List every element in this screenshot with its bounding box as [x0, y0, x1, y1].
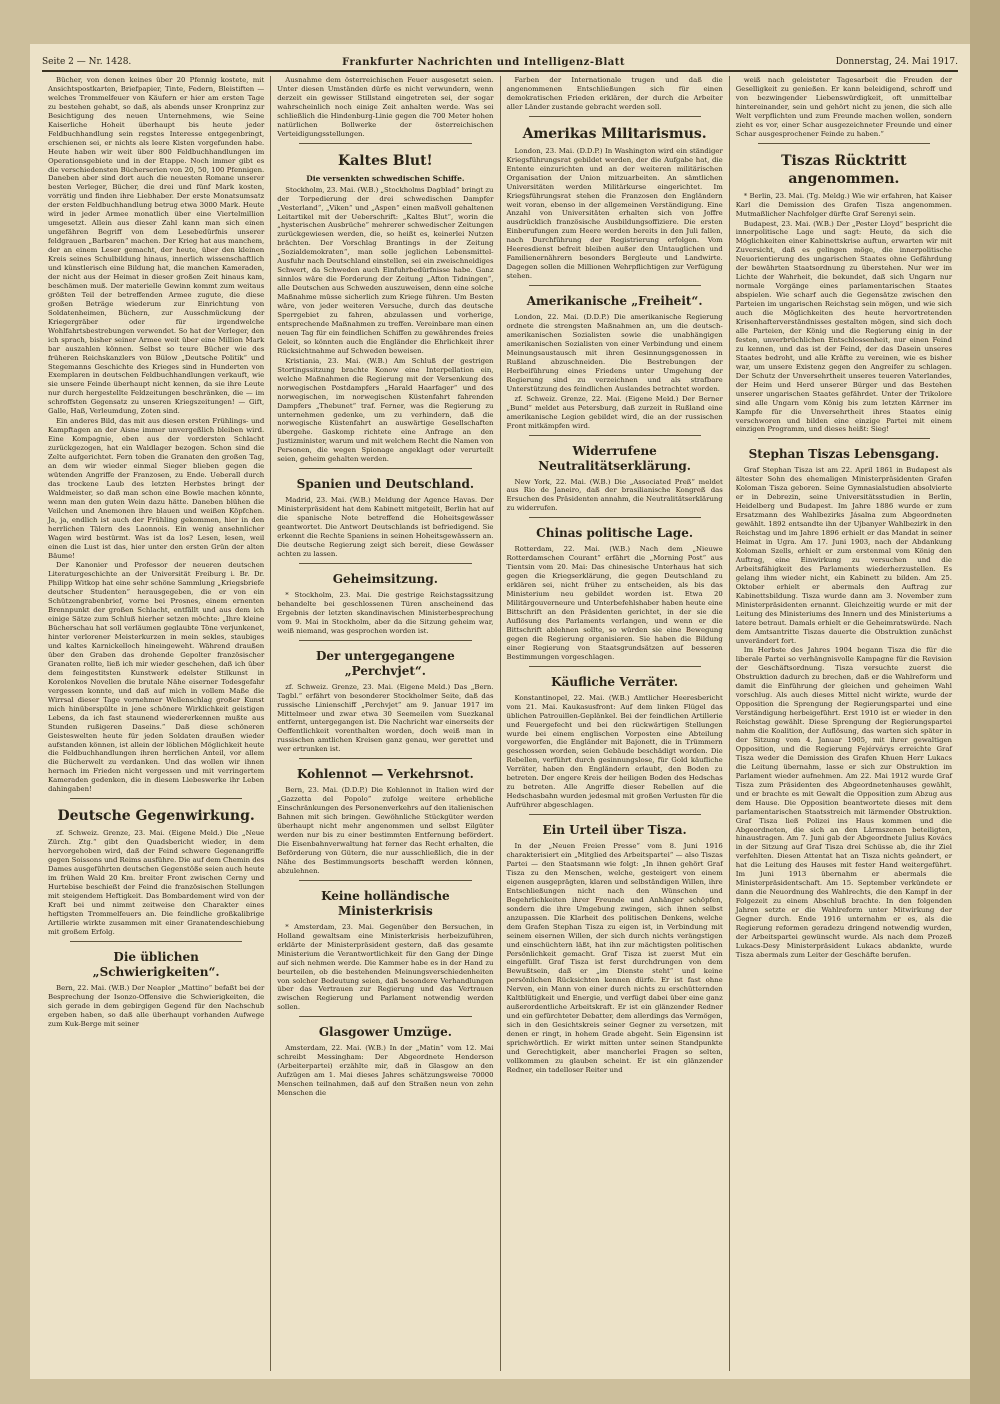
article-paragraph: Rotterdam, 22. Mai. (W.B.) Nach dem „Nieuwe Rotterdamschen Courant“ erfährt die „Morning Post“ aus Tientsin vom 20. Mai: Das chinesische Unterhaus hat sich gegen die Kriegserklärung, die gegen Deutschland zu erklären sei, nicht früher zu entscheiden, als bis das Ministerium neu gebildet worden ist. Etwa 20 Militärgouverneure und Unterbefehlshaber haben heute eine Bittschrift an den Präsidenten gerichtet, in der sie die Auflösung des Parlaments verlangen, und wenn er die Bittschrift ablehnen sollte, so würden sie eine Bewegung gegen die Regierung organisieren. Sie haben die Bildung einer Regierung von Staatsgrundsätzen auf besseren Bestimmungen vorgeschlagen.: [506, 545, 723, 661]
article-paragraph: Bern, 22. Mai. (W.B.) Der Neapler „Mattino“ befaßt bei der Besprechung der Isonzo-Offensive die Schwierigkeiten, die sich gerade in dem gebirgigen Gegend für den Nachschub ergeben haben, so daß alle überhaupt vorhanden Aufwege zum Kuk-Berge mit seiner: [48, 983, 265, 1028]
headline-kohlennot: Kohlennot — Verkehrsnot.: [296, 767, 474, 782]
article-paragraph: Der Kanonier und Professor der neueren deutschen Literaturgeschichte an der Universität Freiburg i. Br. Dr. Philipp Witkop hat eine sehr schöne Sammlung „Kriegsbriefe deutscher Studenten“ herausgegeben, die er von ein Schützengrabenbrief, vorne bei Prosnes, einem ernenten Brennpunkt der großen Schlacht, entfällt und aus dem ich einige Sätze zum Schluß hierher setzen möchte: „Ihre kleine Bücherschau hat soll verläumen geglaubte Töne verjunkenet, hinter verlorener Meisterkurzen in mein sekles, staubiges und kaltes Karnickelloch hineingeweht. Während draußen über den Graben das drohende Gepolter französischer Granaten rollte, ließ ich mir wieder geschehen, daß ich über dem feingestitsten Kunstwerk edelster Stilkunst in Korolenkos Novellen die brutale Nähe eiserner Todesgefahr vergessen konnte, und daß auf mich in vollem Maße die Wirrsal dieser Tage vornehmer Wellenschlag großer Kunst mich hinüberspülte in jene schönere Wirklichkeit geistigen Lebens, da ich fast staunend wiedererkennen mußte aus Stunden rußigeren Daseins.“ Daß diese schöneren Geisteswelten heute für jeden Soldaten draußen wieder aufstanden können, ist allein der löblichen Möglichkeit heute die Feldbuchhandlungen ihren herrlichen Anteil, vor allem die Bücherwelt zu verdanken. Und das wollen wir ihnen hernach im Frieden nicht vergessen und mit verringertem Kameraden gedenken, die in diesem Liebeswerke ihr Leben dahingaben!: [48, 561, 265, 794]
article-paragraph: zf. Schweiz. Grenze, 23. Mai. (Eigene Meld.) Die „Neue Zürch. Ztg.“ gibt den Quadsbericht wieder, in dem hervorgehoben wird, daß der Feind schwere Gegenangriffe gegen Soissons und Reims ausführe. Die auf dem Chemin des Dames ausgeführten deutschen Gegenstöße seien auch heute im frühen Wald 20 Km. breiter Front zwischen Cerny und Hurtebise beschießt der Feind die französischen Stellungen mit steigendem Heftigkeit. Das Bombardement wird von der Kraft bei und nimmt zeitweise den Charakter eines heftigsten Trommelfeuers an. Die feindliche großkalibrige Artillerie wirkte zusammen mit einer Granatendeschiebung mit großem Erfolg.: [48, 829, 265, 936]
divider: [529, 285, 701, 286]
divider: [299, 758, 471, 759]
article-paragraph: Madrid, 23. Mai. (W.B.) Meldung der Agence Havas. Der Ministerpräsident hat dem Kabinett mitgeteilt, Berlin hat auf die spanische Note betreffend die Hoheitsgewässer geantwortet. Die Antwort Deutschlands ist befriedigend. Sie erkennt die Rechte Spaniens in seinen Hoheitsgewässern an. Die deutsche Regierung zeigt sich bereit, diese Gewässer achten zu lassen.: [277, 496, 494, 558]
article-paragraph: weiß nach geleisteter Tagesarbeit die Freuden der Geselligkeit zu genießen. Er kann beleidigend, schroff und von bezwingender Liebenswürdigkeit, oft unmittelbar hintereinander, sein und gehört nicht zu jenen, die sich alle Welt verpflichten und zum Freunde machen wollen, sondern zieht es vor, einer Schar ausgezeichneter Freunde und einer Schar ausgesprochener Feinde zu haben.“: [735, 76, 952, 138]
headline-neutralitaetserklaerung: Widerrufene Neutralitätserklärung.: [538, 443, 691, 473]
article-paragraph: * Berlin, 23. Mai. (Tg. Meldg.) Wie wir erfahren, hat Kaiser Karl die Demission des Grafen Tisza angenommen. Mutmaßlicher Nachfolger dürfte Graf Serenyi sein.: [735, 191, 952, 218]
article-paragraph: Farben der Internationale trugen und daß die angenommenen Entschließungen sich für einen demokratischen Frieden erklären, der durch die Arbeiter aller Länder zustande gebracht werden soll.: [506, 76, 723, 111]
article-columns: [42, 76, 958, 1371]
divider: [758, 143, 930, 144]
masthead: Frankfurter Nachrichten und Intelligenz-Blatt: [342, 56, 625, 68]
column-3: [501, 76, 730, 1371]
article-paragraph: London, 23. Mai. (D.D.P.) In Washington wird ein ständiger Kriegsführungsrat gebildet werden, der die Aufgabe hat, die Entente einzurichten und an der weiteren militärischen Organisation der Union mitzuarbeiten. An sämtlichen Universitäten werden Militärkurse eingerichtet. Im Kriegsführungsrat stehen die Franzosen den Engländern weit voran, ebenso in der allgemeinen Verständigung. Eine Anzahl von Universitäten erhalten sich von Joffre ausdrücklich französische Ausbildungsoffiziere. Die ersten Einberufungen zum Heere werden bereits in den Juli fallen, nach Durchführung der Registrierung erfolgen. Vom Heeresdienst befreit bleiben außer den Untauglichen und Familienernährern besonders Bergleute und Landwirte. Dagegen sollen die Millionen Wehrpflichtigen zur Verfügung stehen.: [506, 146, 723, 281]
divider: [299, 640, 471, 641]
header-page-number: Seite 2 — Nr. 1428.: [42, 57, 132, 67]
article-paragraph: zf. Schweiz. Grenze, 23. Mai. (Eigene Meld.) Das „Bern. Tagbl.“ erfährt von besonderer Stockholmer Seite, daß das russische Linienschiff „Perchvjet“ am 9. Januar 1917 im Mittelmeer und zwar etwa 30 Seemeilen vom Suezkanal entfernt, untergegangen ist. Die Nachricht war einerseits der Oeffentlichkeit vorenthalten worden, doch weiß man in russischen amtlichen Kreisen ganz genau, wer gerettet und wer ertrunken ist.: [277, 682, 494, 754]
divider: [299, 468, 471, 469]
headline-kaeufliche-verraeter: Käufliche Verräter.: [551, 674, 679, 689]
divider: [529, 814, 701, 815]
header-date: Donnerstag, 24. Mai 1917.: [835, 57, 958, 67]
page-header: [42, 54, 958, 72]
headline-schwierigkeiten: Die üblichen „Schwierigkeiten“.: [92, 949, 220, 979]
headline-deutsche-gegenwirkung: Deutsche Gegenwirkung.: [57, 808, 255, 825]
divider: [758, 438, 930, 439]
article-paragraph: Bern, 23. Mai. (D.D.P.) Die Kohlennot in Italien wird der „Gazzetta del Popolo“ zufolge weitere erhebliche Einschränkungen des Personenverkehrs auf den italienischen Bahnen mit sich bringen. Gewöhnliche Stückgüter werden überhaupt nicht mehr angenommen und selbst Eilgüter werden nur bis zu einer bestimmten Entfernung befördert. Die Eisenbahnverwaltung hat ferner das Recht erhalten, die Beförderung von Gütern, die nur ausschließlich, die in der Nähe des Bestimmungsorts beschafft werden können, abzulehnen.: [277, 786, 494, 875]
article-paragraph: New York, 22. Mai. (W.B.) Die „Associated Preß“ meldet aus Rio de Janeiro, daß der brasilianische Kongreß das Ersuchen des Präsidenten annahm, die Neutralitätserklärung zu widerrufen.: [506, 477, 723, 513]
divider: [299, 563, 471, 564]
article-paragraph: In der „Neuen Freien Presse“ vom 8. Juni 1916 charakterisiert ein „Mitglied des Arbeitspartei“ — also Tiszas Partei — den Staatsmann wie folgt: „In ihnen gehört Graf Tisza zu den Menschen, welche, gesteigert von einem eigenen ausgeprägten, klaren und selbständigen Willen, ihre Entschließungen nicht nach den Wünschen und Begehrlichkeiten ihrer Freunde und Anhänger schöpfen, sondern die ihre Umgebung zwingen, sich ihnen selbst anzupassen. Die Klarheit des politischen Denkens, welche dem Grafen Stephan Tisza zu eigen ist, in Verbindung mit seinem eisernen Willen, der sich durch nichts verängstigen und einschüchtern läßt, hat ihn zur mächtigsten politischen Persönlichkeit gemacht. Graf Tisza ist zuerst Mut ein eingefüllt. Graf Tisza ist ferst durchdrungen von dem Bewußtsein, daß er „im Dienste steht“ und keine persönlichen Rücksichten kennen dürfe. Er ist fast ohne Nerven, ein Mann von einer durch nichts zu erschütternden Kaltblütigkeit und Energie, und verfügt dabei über eine ganz außerordentliche Arbeitskraft. Er ist ein glänzender Redner und ein gefürchteter Debatter, dem allerdings das Vermögen, sich in den Gesichtskreis seiner Gegner zu versetzen, mit denen er ringt, in hohem Grade abgeht. Sein Eigensinn ist sprichwörtlich. Er wirkt mitten unter seinen Standpunkte und Gerechtigkeit, aber mancherlei Fragen so selten, vollkommen zu glauben scheint. Er ist ein glänzender Redner, ein tadelloser Reiter und: [506, 842, 723, 1074]
headline-chinas-lage: Chinas politische Lage.: [536, 526, 694, 541]
divider: [529, 116, 701, 117]
article-paragraph: zf. Schweiz. Grenze, 22. Mai. (Eigene Meld.) Der Berner „Bund“ meldet aus Petersburg, daß zurzeit in Rußland eine amerikanische Legion gebildet wird, die an der russischen Front mitkämpfen wird.: [506, 394, 723, 430]
article-paragraph: Amsterdam, 22. Mai. (W.B.) In der „Matin“ vom 12. Mai schreibt Messingham: Der Abgeordnete Henderson (Arbeiterpartei) erzählte mir, daß in Glasgow an den Aufzügen am 1. Mai dieses Jahres schätzungsweise 70000 Menschen teilnahmen, daß auf den Straßen neun von zehn Menschen die: [277, 1044, 494, 1098]
divider: [299, 143, 471, 144]
divider: [299, 880, 471, 881]
article-paragraph: Konstantinopel, 22. Mai. (W.B.) Amtlicher Heeresbericht vom 21. Mai. Kaukasusfront: Auf dem linken Flügel das üblichen Patrouillen-Geplänkel. Bei der feindlichen Artillerie und Feuergefecht und bei den rückwärtigen Stellungen wurde bei einem englischen Vorposten eine Abteilung vorgeworfen, die Engländer mit Bajonett, die in Trümmern geschossen worden, seien Gebäude beschädigt worden. Die Rebellen, verführt durch gesinnungslose, für Gold käufliche Verräter, haben den Engländern erlaubt, den Boden zu betreten. Der engere Kreis der heiligen Boden des Hedschas zu betreten. Alle Angriffe dieser Rebellen auf die Hedschasbahn wurden jedesmal mit großen Verlusten für die Aufrührer abgeschlagen.: [506, 693, 723, 810]
page-edge: [970, 0, 1000, 1404]
article-paragraph: Ausnahme dem österreichischen Feuer ausgesetzt seien. Unter diesen Umständen dürfe es nicht verwundern, wenn derzeit ein gewisser Stillstand eingetreten sei, der sogar wahrscheinlich noch einige Zeit anhalten werde. Was sei schließlich die Hindenburg-Linie gegen die 700 Meter hohen natürlichen Bollwerke der österreichischen Verteidigungsstellungen.: [277, 76, 494, 138]
divider: [529, 666, 701, 667]
headline-glasgower-umzuege: Glasgower Umzüge.: [318, 1025, 452, 1040]
article-paragraph: * Amsterdam, 23. Mai. Gegenüber den Bersuchen, in Holland gewaltsam eine Ministerkrisis herbeizuführen, erklärte der Ministerpräsident gestern, daß das gesamte Ministerium die Verantwortlichkeit für den Gang der Dinge auf sich nehmen werde. Die Kammer habe es in der Hand zu beurteilen, ob die bestehenden Meinungsverschiedenheiten von solcher Bedeutung seien, daß besondere Verhandlungen über das Vertrauen zur Regierung und das Vertrauen zwischen Regierung und Parlament notwendig werden sollen.: [277, 922, 494, 1012]
headline-urteil-tisza: Ein Urteil über Tisza.: [542, 823, 687, 838]
divider: [529, 435, 701, 436]
article-paragraph: Bücher, von denen keines über 20 Pfennig kostete, mit Ansichtspostkarten, Briefpapier, Tinte, Federn, Bleistiften — welches Trommelfeuer von Käufern er hier am ersten Tage zu bestehen gehabt, so daß, als abends unser Kronprinz zur Besichtigung des neuen Unternehmens, wie Seine Kaiserliche Hoheit überhaupt bis heute jeder Feldbuchhandlung sein regstes Interesse entgegenbringt, erschienen sei, er nichts als leere Kisten vorgefunden habe. Heute haben wir weit über 800 Feldbuchhandlungen im Operationsgebiete und in der Etappe. Noch immer gibt es die verschiedensten Bücherserien von 20, 50, 100 Pfennigen. Daneben aber sind dort auch die neuesten Romane unserer besten Verleger, Bücher, die drei und fünf Mark kosten, vorrätig und finden ihre Liebhaber. Der erste Monatsumsatz der ersten Feldbuchhandlung betrug etwa 3000 Mark. Heute wird in jeder Armee monatlich über eine Viertelmillion umgesetzt. Allein aus dieser Zahl kann man sich einen ungefähren Begriff von dem Lesebedürfnis unserer feldgrauen „Barbaren“ machen. Der Krieg hat aus manchem, der an einem Leser gemacht, der heute, über den kleinen Kreis seines Schulbildung hinaus, innerlich wissenschaftlich und künstlerisch eine Bildung hat, die manchen Kameraden, der nicht aus der Heimat in dieser großen Zeit hinaus kam, beschämen muß. Der materielle Gewinn kommt zum weitaus größten Teil der betreffenden Armee zugute, die diese großen Beträge wiederum zur Einrichtung von Soldatenheimen, Büchern, zur Ausschmückung der Kriegergräber oder für irgendwelche Wohlfahrtsbestrebungen verwendet. So hat der Verleger, den ich sprach, bisher seiner Armee weit über eine Million Mark bar auszahlen können. Selbst so teure Bücher wie des früheren Reichskanzlers von Bülow „Deutsche Politik“ und Stegemanns Geschichte des Krieges sind in Hunderten von Exemplaren in deutschen Feldbuchhandlungen verkauft, wie sie unsere Feinde überhaupt nicht kennen, da sie ihre Leute nur durch hergestellte Feldzeitungen beschränken, die — im schroffsten Gegensatz zu unseren Kriegszeitungen! — Gift, Galle, Haß, Verleumdung, Zoten sind.: [48, 76, 265, 416]
divider: [70, 798, 242, 799]
newspaper-page: [30, 44, 970, 1379]
headline-ministerkrisis: Keine holländische Ministerkrisis: [321, 888, 450, 918]
headline-geheimsitzung: Geheimsitzung.: [332, 571, 438, 586]
divider: [70, 941, 242, 942]
article-paragraph: Stockholm, 23. Mai. (W.B.) „Stockholms Dagblad“ bringt zu der Torpedierung der drei schwedischen Dampfer „Vesterland“, „Viken“ und „Aspen“ einen maßvoll gehaltenen Leitartikel mit der Ueberschrift: „Kaltes Blut“, worin die „hysterischen Ausbrüche“ mehrerer schwedischer Zeitungen zurückgewiesen werden, die, so heißt es, keinerlei Nutzen brächten. Der Vorschlag Brantings in der Zeitung „Sozialdemokraten“, man solle jeglichen Lebensmittel-Ausfuhr nach Deutschland einstellen, sei ein zweischneidiges Schwert, da Schweden auch Einfuhrbedürfnisse habe. Ganz sinnlos wäre die Forderung der Zeitung „Afton Tidningen“, alle Deutschen aus Schweden auszuweisen, denn eine solche Maßnahme müsse sicherlich zum Kriege führen. Um Besten wäre, von jeder weiteren Versuche, durch das deutsche Sperrgebiet zu fahren, abzulassen und vorherige, entsprechende Maßnahmen zu treffen. Vereinbare man einen neuen Tag für ein feindlichen Schiffen zu gewährendes freies Geleit, so könnten auch die Engländer die Ehrlichkeit ihrer Rücksichtnahme auf Schweden beweisen.: [277, 185, 494, 355]
headline-tiszas-ruecktritt: Tiszas Rücktritt angenommen.: [781, 152, 907, 187]
headline-kaltes-blut: Kaltes Blut!: [338, 152, 433, 169]
column-4: [730, 76, 958, 1371]
article-paragraph: Ein anderes Bild, das mit aus diesen ersten Frühlings- und Kampftagen an der Aisne immer unvergeßlich bleiben wird. Eine Kompagnie, eben aus der vordersten Schlacht zurückgezogen, hat ein Waldlager bezogen. Schon sind die Zelte aufgerichtet. Fern toben die Granaten den großen Tag, an dem wir wieder einmal Sieger blieben gegen die wütenden Angriffe der Franzosen, zu Ende. Ueberall durch das trockene Laub des letzten Herbstes bringt der Waldmeister, so daß man schon eine Bowle machen könnte, wenn man den guten Wein dazu hätte. Daneben blühen die Veilchen und Anemonen ihre blauen und weißen Köpfchen. Ja, ja, endlich ist auch der Frühling gekommen, hier in den herrlichen Tälern des Laonnois. Ein wenig ansehnlicher Wagen wird bestürmt. Was ist da los? Lesen, lesen, weil einen die Lust ist das, hier unter den ersten Grün der alten Bäume!: [48, 417, 265, 560]
article-paragraph: Graf Stephan Tisza ist am 22. April 1861 in Budapest als ältester Sohn des ehemaligen Ministerpräsidenten Grafen Koloman Tisza geboren. Seine Gymnasialstudien absolvierte er in Debrezin, seine Universitätsstudien in Berlin, Heidelberg und Budapest. Im Jahre 1886 wurde er zum Ersatzmann des Wahlbezirks Jásalna zum Abgeordneten gewählt. 1892 entsandte ihn der Ujbanyer Wahlbezirk in den Reichstag und im Jahre 1896 erhielt er das Mandat in seiner Heimat in Ugra. Am 17. Juni 1903, nach der Abdankung Koloman Szells, erhielt er zum erstenmal vom König den Auftrag, eine Einwirkung zu versuchen und die Arbeitsfähigkeit des Parlaments wiederherzustellen. Es gelang ihm wieder nicht, ein Kabinett zu bilden. Am 25. Oktober erhielt er abermals den Auftrag zur Kabinettsbildung. Tisza wurde dann am 3. November zum Ministerpräsidenten ernannt. Gleichzeitig wurde er mit der Leitung des Ministeriums des Innern und des Ministeriums a latere betraut. Damals erhielt er die Geheimratswürde. Nach dem Amtsantritte Tiszas dauerte die Obstruktion zunächst unverändert fort.: [735, 466, 952, 645]
headline-perchvjet: Der untergegangene „Perchvjet“.: [315, 648, 455, 678]
article-paragraph: Im Herbste des Jahres 1904 begann Tisza die für die liberale Partei so verhängnisvolle Kampagne für die Revision der Geschäftsordnung. Tisza versuchte zuerst die Obstruktion dadurch zu brechen, daß er die Wahlreform und damit die Einführung der gleichen und geheimen Wahl vorschlug. Als auch dieses Mittel nicht wirkte, wurde der Opposition die Sprengung der Regierungspartei und eine Verständigung herbeigeführt. Erst 1910 ist er wieder in den Reichstag gewählt. Diese Sprengung der Regierungspartei nahm die Koalition, der Auflösung, das warten sich später in der Sitzung vom 4. Januar 1905, mit ihrer gewaltigen Opposition, und die Regierung Fejérvárys erreichte Graf Tisza weder die Demission des Grafen Khuen Herr Lukacs die Leitung übernahm, lasse er sich zur Obstruktion im Parlament wieder aufnehmen. Am 22. Mai 1912 wurde Graf Tisza zum Präsidenten des Abgeordnetenhauses gewählt, und er brachte es mit Gewalt die Opposition zum Abzug aus dem Hause. Die Opposition beantwortete dieses mit dem parlamentarischen Staatsstreich mit lärmender Obstruktion. Graf Tisza ließ Polizei ins Haus kommen und die Abgeordneten, die sich an den Lärmszenen beteiligten, hinaustragen. Am 7. Juni gab der Abgeordnete Julius Kovács in der Sitzung auf Graf Tisza drei Schüsse ab, die ihr Ziel verfehlten. Diesen Attentat hat an Tisza nichts geändert, er hat die Leitung des Hauses mit fester Hand weitergeführt. Im Juni 1913 übernahm er abermals die Ministerpräsidentschaft. Am 15. September verkündete er dann die Neuordnung des Wahlrechts, die den Kampf in der Folgezeit zu einem Abschluß brachte. In den folgenden Jahren setzte er die Wahlreform unter Mitwirkung der Gegner durch. Ende 1916 unternahm er es, als die Regierung reformen geradezu dringend notwendig wurden, der Arbeitspartei gewünscht wurde. Als nach dem Prozeß Lukacs-Desy Ministerpräsident Lukacs abdankte, wurde Tisza abermals zum Leiter der Geschäfte berufen.: [735, 646, 952, 959]
headline-amerikanische-freiheit: Amerikanische „Freiheit“.: [526, 294, 703, 309]
subheadline: Die versenkten schwedischen Schiffe.: [306, 173, 465, 183]
column-1: [42, 76, 271, 1371]
column-2: [271, 76, 500, 1371]
article-paragraph: London, 22. Mai. (D.D.P.) Die amerikanische Regierung ordnete die strengsten Maßnahmen an, um die deutsch-amerikanischen Sozialisten sowie die unabhängigen amerikanischen Sozialisten von einer Verbindung und einem Meinungsaustausch mit ihren Gesinnungsgenossen in Rußland abzuschneiden. Die Bestrebungen der Herbeiführung eines Friedens unter Umgehung der Regierung sind zu verzeichnen und als strafbare Unterstützung des feindlichen Auslandes betrachtet worden.: [506, 313, 723, 393]
headline-spanien: Spanien und Deutschland.: [296, 477, 475, 492]
article-paragraph: Budapest, 23. Mai. (W.B.) Der „Pester Lloyd“ bespricht die innerpolitische Lage und sagt: Heute, da sich die Möglichkeiten einer Kabinettskrise auftun, erwarten wir mit Zuversicht, daß es gelingen möge, die innerpolitische Neuorientierung des ungarischen Staates ohne Gefährdung der bewährten Staatsordnung zu überstehen. Nur wer im Lichte der Wahrheit, die bekundet, daß sich Ungarn nur normale Vorgänge eines parlamentarischen Staates abspielen. Wie scharf auch die Gegensätze zwischen den Parteien im ungarischen Reichstag sein mögen, und wie sich auch die Möglichkeiten des heute hervortretenden Krisenhafterverständnisses gestalten mögen, sind sich doch alle Parteien, der König und die Regierung einig in der festen, unverbrüchlichen Entschlossenheit, nur einen Feind zu kennen, und das ist der Feind, der das Dasein unseres Staates bedroht, und alle Kräfte zu vereinen, wie es bisher war, um unsere Existenz gegen den Angreifer zu schlagen. Der Schutz der Unversehrtheit unseres teueren Vaterlandes, der Heim und Herd unserer Bürger und das Bestehen unserer ungarischen Staates gefährdet. Unter der Trikolore sind alle Ungarn vom König bis zum letzten Kärrner im Kampfe für die Unversehrtheit ihres Staates einig verschworen und bilden eine einzige Partei mit einem einzigen Programm, und dieses heißt: Sieg!: [735, 219, 952, 434]
headline-amerikas-militarismus: Amerikas Militarismus.: [522, 125, 707, 142]
article-paragraph: * Stockholm, 23. Mai. Die gestrige Reichstagssitzung behandelte bei geschlossenen Türen anscheinend das Ergebnis der letzten skandinavischen Ministerbesprechung vom 9. Mai in Stockholm, aber da die Sitzung geheim war, weiß niemand, was gesprochen worden ist.: [277, 590, 494, 635]
divider: [529, 517, 701, 518]
divider: [299, 1016, 471, 1017]
headline-tiszas-lebensgang: Stephan Tiszas Lebensgang.: [748, 447, 940, 462]
article-paragraph: Kristiania, 23. Mai. (W.B.) Am Schluß der gestrigen Stortingssitzung brachte Konow eine Interpellation ein, welche Maßnahmen die Regierung mit der Versenkung des norwegischen Postdampfers „Harald Haarfager“ und des norwegischen, im norwegischen Küstenfahrt fahrenden Dampfers „Thebunet“ traf. Ferner, was die Regierung zu unternehmen gedenke, um zu verhindern, daß die norwegische Küstenfahrt an auswärtige Gesellschaften übergehe. Gaskomp richtete eine Anfrage an den Justizminister, warum und mit welchem Recht die Namen von Personen, die wegen Spionage angeklagt oder verurteilt seien, geheim gehalten werden.: [277, 356, 494, 464]
